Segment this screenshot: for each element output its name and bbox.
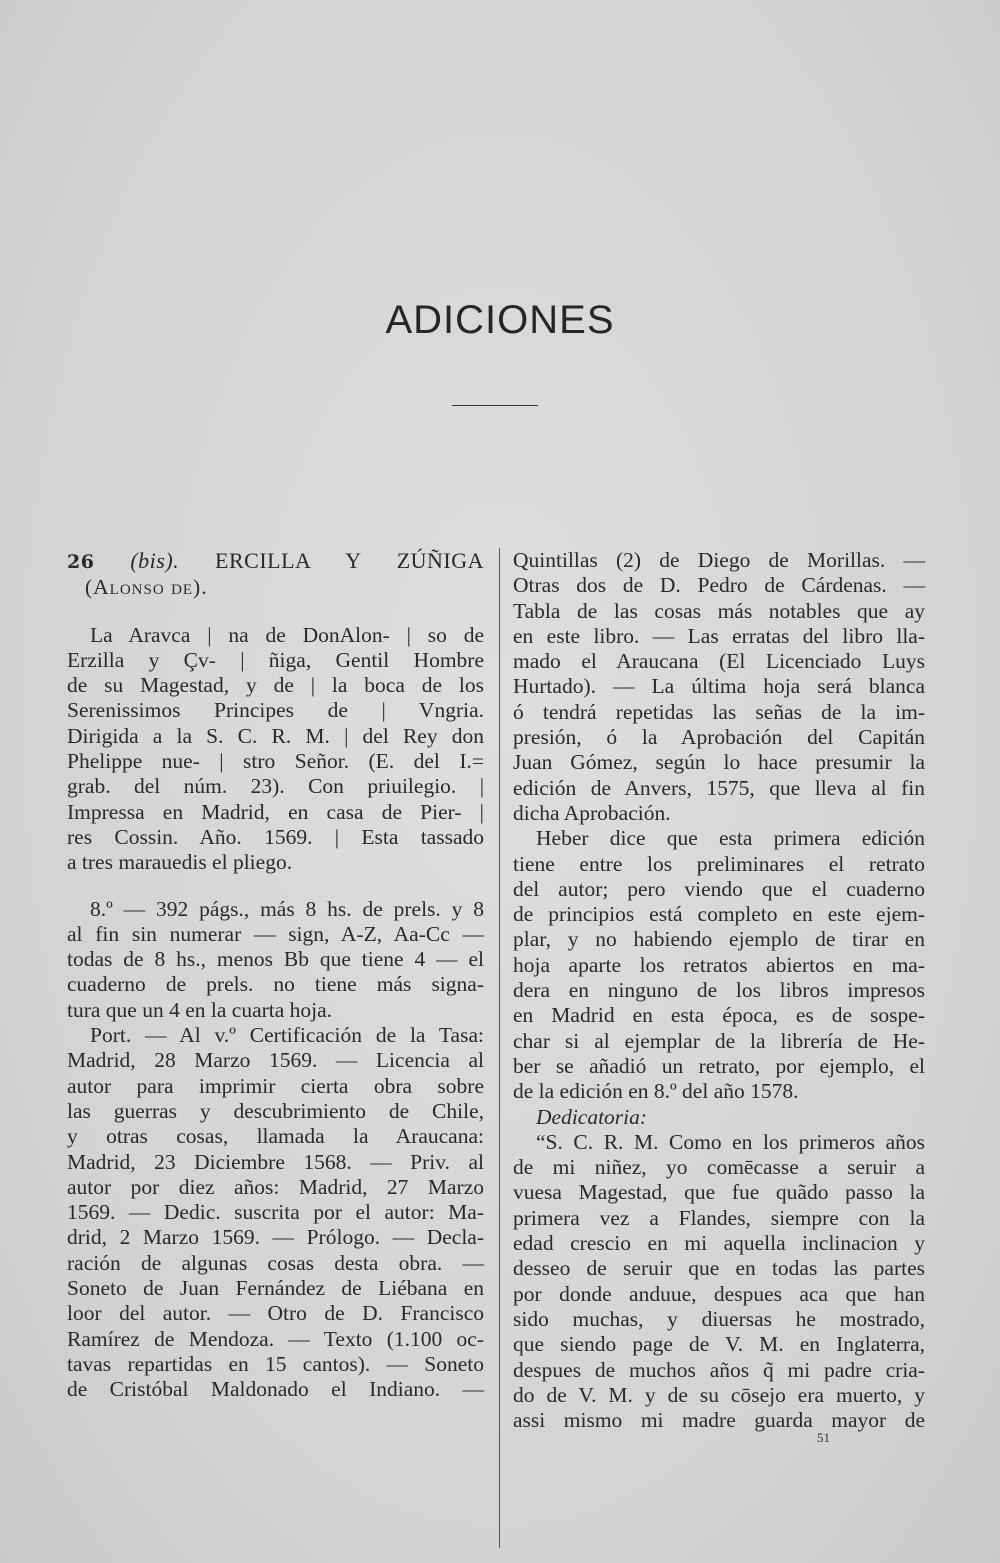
text-line: por donde anduue, despues aca que han	[513, 1281, 925, 1306]
text-line: Tabla de las cosas más notables que ay	[513, 598, 925, 623]
contents-list	[67, 1023, 484, 1402]
text-line: tavas repartidas en 15 cantos). — Soneto	[67, 1351, 484, 1376]
text-line: Madrid, 28 Marzo 1569. — Licencia al	[67, 1048, 484, 1073]
text-line: las guerras y descubrimiento de Chile,	[67, 1098, 484, 1123]
text-line: tiene entre los preliminares el retrato	[513, 851, 925, 876]
text-line: mado el Araucana (El Licenciado Luys	[513, 649, 925, 674]
entry-number: 26	[67, 551, 95, 573]
text-line: Phelippe nue- | stro Señor. (E. del I.=	[67, 749, 484, 774]
text-line: vuesa Magestad, que fue quãdo passo la	[513, 1180, 925, 1205]
entry-heading	[67, 548, 484, 575]
column-divider	[499, 548, 500, 1548]
entry-suffix: (bis).	[130, 548, 180, 573]
text-line: dera en ninguno de los libros impresos	[513, 978, 925, 1003]
entry-author-given: (Alonso de).	[85, 575, 208, 600]
text-line: La Aravca | na de DonAlon- | so de	[90, 622, 484, 647]
text-line: presión, ó la Aprobación del Capitán	[513, 725, 925, 750]
text-line: Quintillas (2) de Diego de Morillas. —	[513, 548, 925, 572]
heber-note	[513, 826, 925, 1104]
text-line: autor por diez años: Madrid, 27 Marzo	[67, 1174, 484, 1199]
text-line: assi mismo mi madre guarda mayor de	[513, 1408, 925, 1433]
text-line: de Cristóbal Maldonado el Indiano. —	[67, 1377, 484, 1402]
text-line: char si al ejemplar de la librería de He-	[513, 1028, 925, 1053]
dedicatoria-text	[513, 1130, 925, 1434]
text-line: del autor; pero viendo que el cuaderno	[513, 876, 925, 901]
text-line: sido muchas, y diuersas he mostrado,	[513, 1306, 925, 1331]
text-line: en este libro. — Las erratas del libro lla-	[513, 623, 925, 648]
text-line: Serenissimos Principes de | Vngria.	[67, 698, 484, 723]
text-line: ración de algunas cosas desta obra. —	[67, 1250, 484, 1275]
text-line: dicha Aprobación.	[513, 800, 671, 825]
text-line: 1569. — Dedic. suscrita por el autor: Ma-	[67, 1200, 484, 1225]
text-line: plar, y no habiendo ejemplo de tirar en	[513, 927, 925, 952]
text-line: tura que un 4 en la cuarta hoja.	[67, 997, 333, 1022]
text-line: ó tendrá repetidas las señas de la im-	[513, 699, 925, 724]
text-line: en Madrid en esta época, es de sospe-	[513, 1003, 925, 1028]
text-line: autor para imprimir cierta obra sobre	[67, 1073, 484, 1098]
text-line: ber se añadió un retrato, por ejemplo, el	[513, 1053, 925, 1078]
text-line: Madrid, 23 Diciembre 1568. — Priv. al	[67, 1149, 484, 1174]
text-line: primera vez a Flandes, siempre con la	[513, 1205, 925, 1230]
text-line: de mi niñez, yo comēcasse a seruir a	[513, 1155, 925, 1180]
left-column	[67, 548, 484, 1403]
text-line: loor del autor. — Otro de D. Francisco	[67, 1301, 484, 1326]
text-line: grab. del núm. 23). Con priuilegio. |	[67, 774, 484, 799]
page-title: ADICIONES	[385, 298, 615, 342]
text-line: edad crescio en mi aquella inclinacion y	[513, 1231, 925, 1256]
text-line: res Cossin. Año. 1569. | Esta tassado	[67, 824, 484, 849]
title-rule	[452, 405, 538, 406]
title-transcription	[67, 623, 484, 876]
text-line: a tres marauedis el pliego.	[67, 850, 293, 875]
text-line: edición de Anvers, 1575, que lleva al fin	[513, 775, 925, 800]
text-line: Port. — Al v.º Certificación de la Tasa:	[90, 1023, 484, 1048]
collation	[67, 897, 484, 1023]
page-number: 51	[817, 1430, 830, 1445]
text-line: do de V. M. y de su cōsejo era muerto, y	[513, 1382, 925, 1407]
text-line: Dirigida a la S. C. R. M. | del Rey don	[67, 723, 484, 748]
text-line: cuaderno de prels. no tiene más signa-	[67, 972, 484, 997]
text-line: Otras dos de D. Pedro de Cárdenas. —	[513, 573, 925, 598]
text-line: despues de muchos años q̃ mi padre cria-	[513, 1357, 925, 1382]
text-line: 8.º — 392 págs., más 8 hs. de prels. y 8	[90, 896, 484, 921]
text-line: todas de 8 hs., menos Bb que tiene 4 — el	[67, 947, 484, 972]
text-line: Juan Gómez, según lo hace presumir la	[513, 750, 925, 775]
text-line: Impressa en Madrid, en casa de Pier- |	[67, 799, 484, 824]
text-line: de principios está completo en este ejem-	[513, 902, 925, 927]
text-line: Hurtado). — La última hoja será blanca	[513, 674, 925, 699]
text-line: que siendo page de V. M. en Inglaterra,	[513, 1332, 925, 1357]
entry-author-surname: ERCILLA Y ZÚÑIGA	[215, 548, 485, 573]
text-line: Heber dice que esta primera edición	[536, 826, 925, 851]
text-line: y otras cosas, llamada la Araucana:	[67, 1124, 484, 1149]
text-line: drid, 2 Marzo 1569. — Prólogo. — Decla-	[67, 1225, 484, 1250]
text-line: “S. C. R. M. Como en los primeros años	[536, 1129, 925, 1154]
text-line: al fin sin numerar — sign, A-Z, Aa-Cc —	[67, 921, 484, 946]
text-line: de su Magestad, y de | la boca de los	[67, 673, 484, 698]
text-line: Ramírez de Mendoza. — Texto (1.100 oc-	[67, 1326, 484, 1351]
contents-continued	[513, 548, 925, 826]
dedicatoria-heading: Dedicatoria:	[536, 1104, 648, 1129]
text-line: Soneto de Juan Fernández de Liébana en	[67, 1276, 484, 1301]
text-line: de la edición en 8.º del año 1578.	[513, 1079, 799, 1104]
text-line: desseo de seruir que en todas las partes	[513, 1256, 925, 1281]
right-column	[513, 548, 925, 1433]
text-line: hoja aparte los retratos abiertos en ma-	[513, 952, 925, 977]
text-line: Erzilla y Çv- | ñiga, Gentil Hombre	[67, 647, 484, 672]
